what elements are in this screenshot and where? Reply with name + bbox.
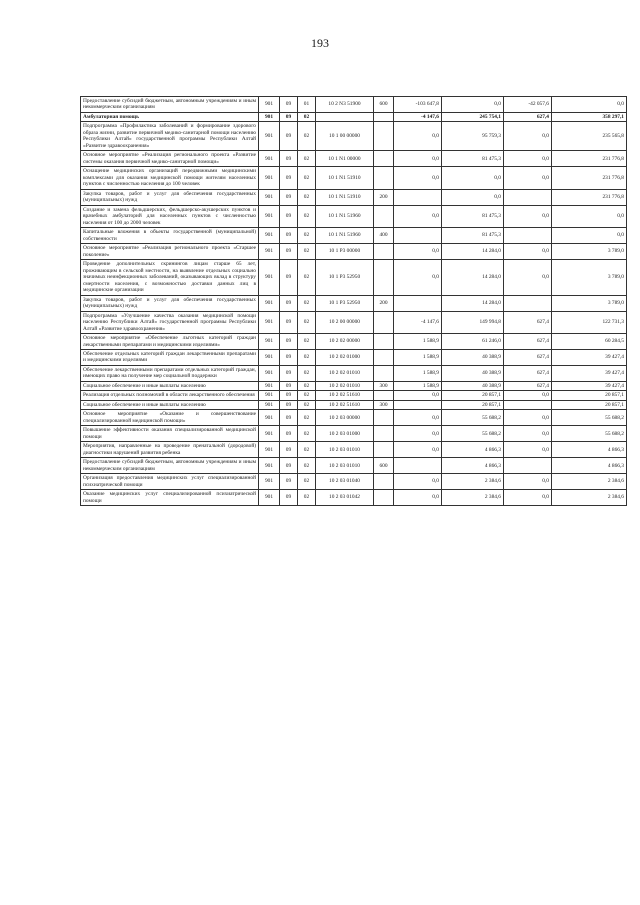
subsection-code-cell: 02 xyxy=(298,295,316,311)
section-code-cell: 09 xyxy=(280,474,298,490)
amount-1-cell: 20 857,1 xyxy=(442,400,504,409)
ministry-code-cell: 901 xyxy=(259,410,280,426)
amount-1-cell: 4 866,3 xyxy=(442,458,504,474)
amount-change-2-cell: 0,0 xyxy=(504,442,552,458)
ministry-code-cell: 901 xyxy=(259,391,280,400)
row-name-cell: Амбулаторная помощь xyxy=(81,112,259,121)
amount-change-2-cell xyxy=(504,228,552,244)
expense-type-cell xyxy=(374,391,394,400)
expense-type-cell xyxy=(374,151,394,167)
ministry-code-cell: 901 xyxy=(259,490,280,506)
expense-type-cell xyxy=(374,311,394,333)
subsection-code-cell: 02 xyxy=(298,167,316,189)
table-row xyxy=(81,122,627,151)
amount-change-2-cell: 0,0 xyxy=(504,244,552,260)
expense-type-cell: 200 xyxy=(374,295,394,311)
amount-2-cell: 122 731,3 xyxy=(552,311,627,333)
amount-1-cell: 0,0 xyxy=(442,97,504,113)
expense-type-cell xyxy=(374,334,394,350)
table-row xyxy=(81,400,627,409)
amount-2-cell: 0,0 xyxy=(552,205,627,227)
row-name-cell: Оказание медицинских услуг специализированной психиатрической помощи xyxy=(81,490,259,506)
target-article-cell: 10 2 03 01010 xyxy=(316,442,374,458)
amount-1-cell: 55 688,2 xyxy=(442,426,504,442)
target-article-cell: 10 1 P3 00000 xyxy=(316,244,374,260)
amount-change-1-cell: 0,0 xyxy=(394,167,442,189)
section-code-cell: 09 xyxy=(280,365,298,381)
row-name-cell: Социальное обеспечение и иные выплаты населению xyxy=(81,400,259,409)
amount-1-cell: 0,0 xyxy=(442,167,504,189)
table-row xyxy=(81,458,627,474)
expense-type-cell: 300 xyxy=(374,381,394,390)
target-article-cell: 10 2 00 00000 xyxy=(316,311,374,333)
section-code-cell: 09 xyxy=(280,244,298,260)
subsection-code-cell: 02 xyxy=(298,391,316,400)
amount-1-cell: 0,0 xyxy=(442,189,504,205)
table-row xyxy=(81,365,627,381)
table-row xyxy=(81,167,627,189)
amount-change-2-cell: 627,4 xyxy=(504,334,552,350)
amount-change-2-cell: 0,0 xyxy=(504,426,552,442)
subsection-code-cell: 02 xyxy=(298,112,316,121)
table-row xyxy=(81,260,627,295)
target-article-cell: 10 2 03 00000 xyxy=(316,410,374,426)
section-code-cell: 09 xyxy=(280,189,298,205)
section-code-cell: 09 xyxy=(280,205,298,227)
amount-2-cell: 231 776,8 xyxy=(552,167,627,189)
amount-change-2-cell: 0,0 xyxy=(504,167,552,189)
ministry-code-cell: 901 xyxy=(259,260,280,295)
subsection-code-cell: 02 xyxy=(298,474,316,490)
amount-change-1-cell: -4 147,6 xyxy=(394,311,442,333)
section-code-cell: 09 xyxy=(280,410,298,426)
table-row xyxy=(81,349,627,365)
section-code-cell: 09 xyxy=(280,334,298,350)
page-number: 193 xyxy=(311,36,329,50)
amount-1-cell: 81 475,3 xyxy=(442,151,504,167)
ministry-code-cell: 901 xyxy=(259,97,280,113)
target-article-cell: 10 2 N3 51900 xyxy=(316,97,374,113)
amount-1-cell: 2 384,6 xyxy=(442,490,504,506)
amount-1-cell: 149 994,8 xyxy=(442,311,504,333)
row-name-cell: Подпрограмма «Профилактика заболеваний и формирование здорового образа жизни, развитие первичной медико-санитарной помощи населению Республики Алтай» государственной программы Республики Алтай «Развитие здравоохранения» xyxy=(81,122,259,151)
amount-change-1-cell: -4 147,6 xyxy=(394,112,442,121)
section-code-cell: 09 xyxy=(280,260,298,295)
table-row xyxy=(81,426,627,442)
table-row xyxy=(81,189,627,205)
amount-change-2-cell: 627,4 xyxy=(504,381,552,390)
section-code-cell: 09 xyxy=(280,442,298,458)
subsection-code-cell: 02 xyxy=(298,426,316,442)
table-row xyxy=(81,311,627,333)
expense-type-cell xyxy=(374,122,394,151)
table-row xyxy=(81,151,627,167)
amount-2-cell: 4 866,3 xyxy=(552,442,627,458)
amount-2-cell: 231 776,8 xyxy=(552,151,627,167)
amount-change-1-cell: 1 588,9 xyxy=(394,365,442,381)
subsection-code-cell: 02 xyxy=(298,205,316,227)
table-row xyxy=(81,490,627,506)
subsection-code-cell: 02 xyxy=(298,260,316,295)
row-name-cell: Обеспечение отдельных категорий граждан лекарственными препаратами и медицинскими изделиями xyxy=(81,349,259,365)
amount-change-2-cell xyxy=(504,189,552,205)
expense-type-cell: 600 xyxy=(374,97,394,113)
amount-2-cell: 358 297,1 xyxy=(552,112,627,121)
section-code-cell: 09 xyxy=(280,167,298,189)
table-row xyxy=(81,228,627,244)
amount-2-cell: 2 384,6 xyxy=(552,490,627,506)
amount-2-cell: 55 688,2 xyxy=(552,410,627,426)
expense-type-cell xyxy=(374,426,394,442)
section-code-cell: 09 xyxy=(280,381,298,390)
ministry-code-cell: 901 xyxy=(259,426,280,442)
ministry-code-cell: 901 xyxy=(259,365,280,381)
target-article-cell: 10 2 02 51610 xyxy=(316,400,374,409)
amount-change-2-cell: -42 057,6 xyxy=(504,97,552,113)
amount-change-1-cell: 1 588,9 xyxy=(394,334,442,350)
section-code-cell: 09 xyxy=(280,490,298,506)
amount-1-cell: 55 688,2 xyxy=(442,410,504,426)
amount-change-1-cell: 1 588,9 xyxy=(394,349,442,365)
amount-1-cell: 2 384,6 xyxy=(442,474,504,490)
target-article-cell: 10 2 02 51610 xyxy=(316,391,374,400)
row-name-cell: Основное мероприятие «Обеспечение льготных категорий граждан лекарственными препаратами и медицинскими изделиями» xyxy=(81,334,259,350)
section-code-cell: 09 xyxy=(280,97,298,113)
expense-type-cell xyxy=(374,112,394,121)
row-name-cell: Повышение эффективности оказания специализированной медицинской помощи xyxy=(81,426,259,442)
amount-1-cell: 95 759,3 xyxy=(442,122,504,151)
ministry-code-cell: 901 xyxy=(259,381,280,390)
ministry-code-cell: 901 xyxy=(259,311,280,333)
subsection-code-cell: 02 xyxy=(298,458,316,474)
section-code-cell: 09 xyxy=(280,228,298,244)
amount-2-cell: 20 857,1 xyxy=(552,400,627,409)
amount-change-2-cell: 0,0 xyxy=(504,474,552,490)
section-code-cell: 09 xyxy=(280,112,298,121)
amount-change-2-cell xyxy=(504,458,552,474)
amount-change-1-cell: 0,0 xyxy=(394,244,442,260)
ministry-code-cell: 901 xyxy=(259,349,280,365)
section-code-cell: 09 xyxy=(280,122,298,151)
amount-change-1-cell: 0,0 xyxy=(394,410,442,426)
subsection-code-cell: 02 xyxy=(298,349,316,365)
amount-change-1-cell: 0,0 xyxy=(394,474,442,490)
ministry-code-cell: 901 xyxy=(259,295,280,311)
amount-2-cell: 235 565,8 xyxy=(552,122,627,151)
subsection-code-cell: 02 xyxy=(298,311,316,333)
amount-2-cell: 39 427,4 xyxy=(552,365,627,381)
ministry-code-cell: 901 xyxy=(259,442,280,458)
amount-1-cell: 4 866,3 xyxy=(442,442,504,458)
target-article-cell: 10 2 02 01000 xyxy=(316,349,374,365)
amount-1-cell: 14 284,0 xyxy=(442,295,504,311)
amount-1-cell: 40 388,9 xyxy=(442,365,504,381)
ministry-code-cell: 901 xyxy=(259,334,280,350)
ministry-code-cell: 901 xyxy=(259,228,280,244)
expense-type-cell xyxy=(374,244,394,260)
subsection-code-cell: 02 xyxy=(298,189,316,205)
amount-change-2-cell xyxy=(504,295,552,311)
amount-change-1-cell xyxy=(394,189,442,205)
subsection-code-cell: 02 xyxy=(298,244,316,260)
amount-1-cell: 81 475,3 xyxy=(442,228,504,244)
row-name-cell: Организация предоставления медицинских услуг специализированной психиатрической помощи xyxy=(81,474,259,490)
amount-change-2-cell: 0,0 xyxy=(504,410,552,426)
target-article-cell: 10 2 02 01010 xyxy=(316,365,374,381)
table-row xyxy=(81,112,627,121)
amount-change-2-cell: 0,0 xyxy=(504,122,552,151)
amount-2-cell: 2 384,6 xyxy=(552,474,627,490)
row-name-cell: Закупка товаров, работ и услуг для обеспечения государственных (муниципальных) нужд xyxy=(81,295,259,311)
target-article-cell: 10 2 03 01040 xyxy=(316,474,374,490)
expense-type-cell: 400 xyxy=(374,228,394,244)
expense-type-cell xyxy=(374,490,394,506)
table-row xyxy=(81,97,627,113)
table-row xyxy=(81,205,627,227)
table-row xyxy=(81,410,627,426)
section-code-cell: 09 xyxy=(280,295,298,311)
ministry-code-cell: 901 xyxy=(259,189,280,205)
subsection-code-cell: 02 xyxy=(298,122,316,151)
expense-type-cell xyxy=(374,260,394,295)
target-article-cell: 10 1 N1 51910 xyxy=(316,167,374,189)
ministry-code-cell: 901 xyxy=(259,205,280,227)
subsection-code-cell: 02 xyxy=(298,410,316,426)
expense-type-cell xyxy=(374,349,394,365)
amount-change-2-cell: 627,4 xyxy=(504,365,552,381)
subsection-code-cell: 02 xyxy=(298,334,316,350)
row-name-cell: Социальное обеспечение и иные выплаты населению xyxy=(81,381,259,390)
amount-2-cell: 55 688,2 xyxy=(552,426,627,442)
amount-change-2-cell: 627,4 xyxy=(504,349,552,365)
target-article-cell: 10 1 P3 52950 xyxy=(316,295,374,311)
amount-1-cell: 14 284,0 xyxy=(442,260,504,295)
expense-type-cell: 300 xyxy=(374,400,394,409)
amount-change-2-cell: 627,4 xyxy=(504,311,552,333)
row-name-cell: Основное мероприятие «Реализация регионального проекта «Старшее поколение» xyxy=(81,244,259,260)
subsection-code-cell: 02 xyxy=(298,490,316,506)
amount-1-cell: 61 246,0 xyxy=(442,334,504,350)
target-article-cell: 10 2 03 01010 xyxy=(316,458,374,474)
amount-1-cell: 14 284,0 xyxy=(442,244,504,260)
expense-type-cell xyxy=(374,365,394,381)
target-article-cell: 10 2 03 01000 xyxy=(316,426,374,442)
amount-change-1-cell: 1 588,9 xyxy=(394,381,442,390)
expense-type-cell: 200 xyxy=(374,189,394,205)
target-article-cell xyxy=(316,112,374,121)
ministry-code-cell: 901 xyxy=(259,151,280,167)
target-article-cell: 10 1 00 00000 xyxy=(316,122,374,151)
row-name-cell: Основное мероприятие «Реализация регионального проекта «Развитие системы оказания первичной медико-санитарной помощи» xyxy=(81,151,259,167)
row-name-cell: Оснащение медицинских организаций передвижными медицинскими комплексами для оказания медицинской помощи жителям населенных пунктов с численностью населения до 100 человек xyxy=(81,167,259,189)
amount-change-1-cell: 0,0 xyxy=(394,122,442,151)
amount-2-cell: 3 789,0 xyxy=(552,260,627,295)
expense-type-cell xyxy=(374,205,394,227)
subsection-code-cell: 02 xyxy=(298,381,316,390)
table-row xyxy=(81,334,627,350)
row-name-cell: Предоставление субсидий бюджетным, автономным учреждениям и иным некоммерческим организациям xyxy=(81,97,259,113)
target-article-cell: 10 1 N1 51960 xyxy=(316,205,374,227)
section-code-cell: 09 xyxy=(280,391,298,400)
amount-2-cell: 39 427,4 xyxy=(552,349,627,365)
ministry-code-cell: 901 xyxy=(259,122,280,151)
subsection-code-cell: 02 xyxy=(298,228,316,244)
row-name-cell: Создание и замена фельдшерских, фельдшерско-акушерских пунктов и врачебных амбулаторий для населенных пунктов с численностью населения от 100 до 2000 человек xyxy=(81,205,259,227)
subsection-code-cell: 02 xyxy=(298,400,316,409)
expense-type-cell xyxy=(374,442,394,458)
target-article-cell: 10 2 02 01010 xyxy=(316,381,374,390)
table-row xyxy=(81,381,627,390)
amount-1-cell: 40 388,9 xyxy=(442,349,504,365)
amount-change-1-cell xyxy=(394,295,442,311)
amount-1-cell: 245 754,1 xyxy=(442,112,504,121)
budget-table xyxy=(80,96,627,506)
table-row xyxy=(81,295,627,311)
section-code-cell: 09 xyxy=(280,458,298,474)
amount-change-2-cell: 0,0 xyxy=(504,205,552,227)
amount-2-cell: 60 284,5 xyxy=(552,334,627,350)
ministry-code-cell: 901 xyxy=(259,474,280,490)
amount-change-1-cell xyxy=(394,400,442,409)
amount-2-cell: 0,0 xyxy=(552,97,627,113)
amount-1-cell: 20 857,1 xyxy=(442,391,504,400)
subsection-code-cell: 02 xyxy=(298,365,316,381)
row-name-cell: Мероприятия, направленные на проведение пренатальной (дородовой) диагностики нарушений развития ребенка xyxy=(81,442,259,458)
amount-change-1-cell: 0,0 xyxy=(394,391,442,400)
amount-1-cell: 81 475,3 xyxy=(442,205,504,227)
amount-2-cell: 3 789,0 xyxy=(552,295,627,311)
amount-2-cell: 39 427,4 xyxy=(552,381,627,390)
section-code-cell: 09 xyxy=(280,426,298,442)
amount-change-1-cell: 0,0 xyxy=(394,151,442,167)
target-article-cell: 10 1 N1 51960 xyxy=(316,228,374,244)
expense-type-cell xyxy=(374,167,394,189)
target-article-cell: 10 1 N1 00000 xyxy=(316,151,374,167)
amount-change-2-cell xyxy=(504,400,552,409)
amount-change-1-cell xyxy=(394,228,442,244)
row-name-cell: Капитальные вложения в объекты государственной (муниципальной) собственности xyxy=(81,228,259,244)
subsection-code-cell: 02 xyxy=(298,151,316,167)
ministry-code-cell: 901 xyxy=(259,112,280,121)
ministry-code-cell: 901 xyxy=(259,167,280,189)
expense-type-cell xyxy=(374,410,394,426)
section-code-cell: 09 xyxy=(280,151,298,167)
row-name-cell: Обеспечение лекарственными препаратами отдельных категорий граждан, имеющих право на получение мер социальной поддержки xyxy=(81,365,259,381)
amount-change-2-cell: 0,0 xyxy=(504,490,552,506)
expense-type-cell xyxy=(374,474,394,490)
row-name-cell: Предоставление субсидий бюджетным, автономным учреждениям и иным некоммерческим организациям xyxy=(81,458,259,474)
amount-2-cell: 231 776,8 xyxy=(552,189,627,205)
amount-change-1-cell xyxy=(394,458,442,474)
amount-change-1-cell: 0,0 xyxy=(394,442,442,458)
amount-2-cell: 3 789,0 xyxy=(552,244,627,260)
table-row xyxy=(81,442,627,458)
ministry-code-cell: 901 xyxy=(259,244,280,260)
target-article-cell: 10 2 03 01042 xyxy=(316,490,374,506)
section-code-cell: 09 xyxy=(280,349,298,365)
subsection-code-cell: 02 xyxy=(298,442,316,458)
amount-change-1-cell: -103 647,8 xyxy=(394,97,442,113)
amount-2-cell: 0,0 xyxy=(552,228,627,244)
amount-change-2-cell: 0,0 xyxy=(504,391,552,400)
amount-2-cell: 4 866,3 xyxy=(552,458,627,474)
row-name-cell: Закупка товаров, работ и услуг для обеспечения государственных (муниципальных) нужд xyxy=(81,189,259,205)
amount-1-cell: 40 388,9 xyxy=(442,381,504,390)
amount-change-2-cell: 0,0 xyxy=(504,260,552,295)
amount-change-1-cell: 0,0 xyxy=(394,490,442,506)
row-name-cell: Подпрограмма «Улучшение качества оказания медицинской помощи населению Республики Алтай» государственной программы Республики Алтай «Развитие здравоохранения» xyxy=(81,311,259,333)
target-article-cell: 10 2 02 00000 xyxy=(316,334,374,350)
expense-type-cell: 600 xyxy=(374,458,394,474)
table-row xyxy=(81,391,627,400)
subsection-code-cell: 01 xyxy=(298,97,316,113)
row-name-cell: Реализация отдельных полномочий в области лекарственного обеспечения xyxy=(81,391,259,400)
table-row xyxy=(81,474,627,490)
section-code-cell: 09 xyxy=(280,311,298,333)
amount-2-cell: 20 857,1 xyxy=(552,391,627,400)
amount-change-1-cell: 0,0 xyxy=(394,426,442,442)
target-article-cell: 10 1 P3 52950 xyxy=(316,260,374,295)
section-code-cell: 09 xyxy=(280,400,298,409)
amount-change-2-cell: 627,4 xyxy=(504,112,552,121)
ministry-code-cell: 901 xyxy=(259,458,280,474)
target-article-cell: 10 1 N1 51910 xyxy=(316,189,374,205)
amount-change-1-cell: 0,0 xyxy=(394,260,442,295)
table-row xyxy=(81,244,627,260)
row-name-cell: Основное мероприятие «Оказание и совершенствование специализированной медицинской помощи» xyxy=(81,410,259,426)
row-name-cell: Проведение дополнительных скринингов лицам старше 65 лет, проживающим в сельской местности, на выявление отдельных социально значимых неинфекционных заболеваний, оказывающих вклад в структуру смертности населения, с возможностью доставки данных лиц в медицинские организации xyxy=(81,260,259,295)
amount-change-1-cell: 0,0 xyxy=(394,205,442,227)
ministry-code-cell: 901 xyxy=(259,400,280,409)
amount-change-2-cell: 0,0 xyxy=(504,151,552,167)
